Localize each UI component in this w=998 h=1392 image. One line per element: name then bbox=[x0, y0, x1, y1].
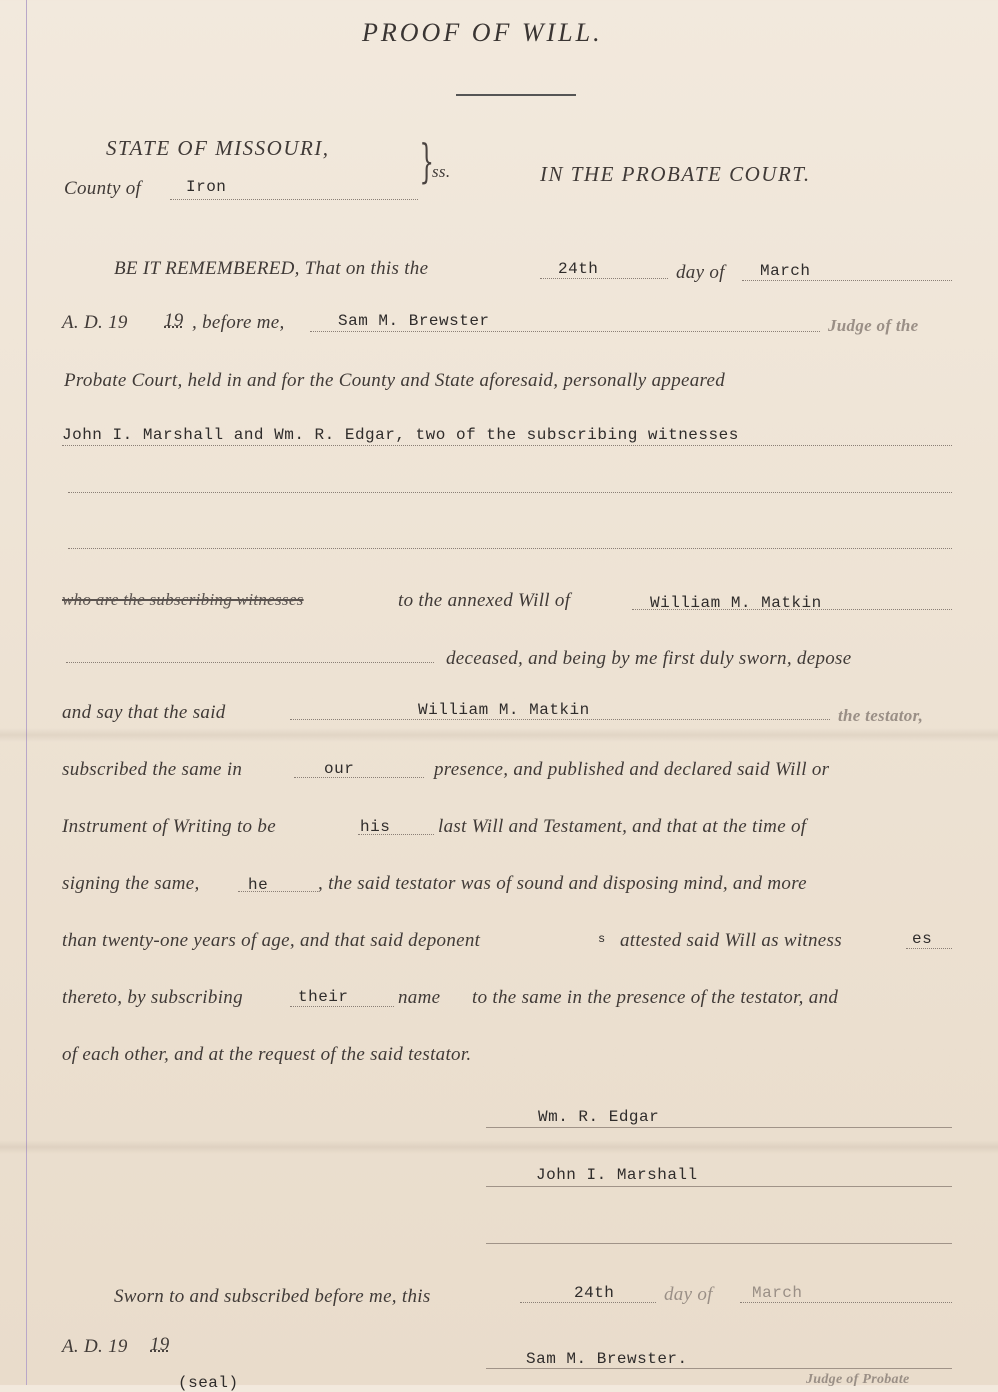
paper-fold bbox=[0, 1140, 998, 1154]
our-line bbox=[294, 777, 424, 778]
blank-line bbox=[66, 662, 434, 663]
ad-label: A. D. 19 bbox=[62, 312, 128, 333]
instrument-text: Instrument of Writing to be bbox=[62, 816, 276, 837]
the-testator-label: the testator, bbox=[838, 706, 924, 725]
last-will-text: last Will and Testament, and that at the time of bbox=[438, 816, 807, 837]
seal-label: (seal) bbox=[178, 1374, 239, 1392]
judge-of-the-label: Judge of the bbox=[828, 316, 919, 335]
before-me-text: , before me, bbox=[192, 312, 285, 333]
day-of-label: day of bbox=[676, 262, 725, 283]
paper-fold bbox=[0, 728, 998, 742]
court-label: IN THE PROBATE COURT. bbox=[540, 162, 811, 186]
signature-line-1 bbox=[486, 1127, 952, 1128]
he-value: he bbox=[248, 876, 269, 894]
month-value: March bbox=[760, 262, 811, 280]
signature-line-3 bbox=[486, 1243, 952, 1244]
title-rule bbox=[456, 94, 576, 96]
our-value: our bbox=[324, 760, 355, 778]
signing-text: signing the same, bbox=[62, 873, 200, 894]
witness-signature-2: John I. Marshall bbox=[536, 1166, 698, 1184]
county-label: County of bbox=[64, 178, 142, 199]
state-label: STATE OF MISSOURI, bbox=[106, 136, 330, 160]
sworn-text: Sworn to and subscribed before me, this bbox=[114, 1286, 431, 1307]
signature-line-2 bbox=[486, 1186, 952, 1187]
jurat-month-value: March bbox=[752, 1284, 803, 1302]
jurat-day-of-label: day of bbox=[664, 1284, 713, 1305]
and-say-text: and say that the said bbox=[62, 702, 226, 723]
brace: } bbox=[419, 134, 434, 188]
probate-court-text: Probate Court, held in and for the County and State aforesaid, personally appeared bbox=[64, 370, 726, 391]
jurat-year-suffix: 19 bbox=[150, 1334, 170, 1355]
testator-line-2 bbox=[290, 719, 830, 720]
es-suffix: es bbox=[912, 930, 933, 948]
document-title: PROOF OF WILL. bbox=[362, 18, 603, 47]
judge-signature-line bbox=[486, 1368, 952, 1369]
judge-name: Sam M. Brewster bbox=[338, 312, 490, 330]
county-line bbox=[170, 199, 418, 200]
day-line bbox=[540, 278, 668, 279]
sound-mind-text: , the said testator was of sound and disposing mind, and more bbox=[318, 873, 807, 894]
jurat-day-value: 24th bbox=[574, 1284, 615, 1302]
county-value: Iron bbox=[186, 178, 227, 196]
witness-signature-1: Wm. R. Edgar bbox=[538, 1108, 660, 1126]
testator-name-2: William M. Matkin bbox=[418, 701, 590, 719]
he-line bbox=[238, 891, 318, 892]
his-line bbox=[358, 834, 434, 835]
witnesses-names: John I. Marshall and Wm. R. Edgar, two of the subscribing witnesses bbox=[62, 426, 739, 444]
jurat-month-line bbox=[740, 1302, 952, 1303]
annexed-will-text: to the annexed Will of bbox=[398, 590, 571, 611]
his-value: his bbox=[360, 818, 391, 836]
struck-text: who are the subscribing witnesses bbox=[62, 590, 304, 609]
blank-line bbox=[68, 548, 952, 549]
attested-text: attested said Will as witness bbox=[620, 930, 842, 951]
month-line bbox=[742, 280, 952, 281]
witnesses-line bbox=[62, 445, 952, 446]
s-suffix: s bbox=[598, 932, 606, 946]
testator-line bbox=[632, 609, 952, 610]
testator-name: William M. Matkin bbox=[650, 594, 822, 612]
jurat-ad-label: A. D. 19 bbox=[62, 1336, 128, 1357]
subscribed-text: subscribed the same in bbox=[62, 759, 243, 780]
ss-label: ss. bbox=[432, 162, 451, 181]
year-suffix: 19 bbox=[164, 310, 184, 331]
deceased-text: deceased, and being by me first duly sworn, depose bbox=[446, 648, 852, 669]
presence-text: presence, and published and declared said Will or bbox=[434, 759, 830, 780]
judge-line bbox=[310, 331, 820, 332]
margin-rule bbox=[26, 0, 27, 1385]
twentyone-text: than twenty-one years of age, and that said deponent bbox=[62, 930, 481, 951]
name-text: name bbox=[398, 987, 441, 1008]
their-line bbox=[290, 1006, 394, 1007]
to-same-text: to the same in the presence of the testator, and bbox=[472, 987, 839, 1008]
judge-of-probate-label: Judge of Probate bbox=[806, 1372, 910, 1387]
es-line bbox=[906, 948, 952, 949]
jurat-day-line bbox=[520, 1302, 656, 1303]
thereto-text: thereto, by subscribing bbox=[62, 987, 243, 1008]
remembered-text: BE IT REMEMBERED, That on this the bbox=[114, 258, 429, 279]
blank-line bbox=[68, 492, 952, 493]
day-value: 24th bbox=[558, 260, 599, 278]
each-other-text: of each other, and at the request of the said testator. bbox=[62, 1044, 472, 1065]
judge-signature: Sam M. Brewster. bbox=[526, 1350, 688, 1368]
their-value: their bbox=[298, 988, 349, 1006]
